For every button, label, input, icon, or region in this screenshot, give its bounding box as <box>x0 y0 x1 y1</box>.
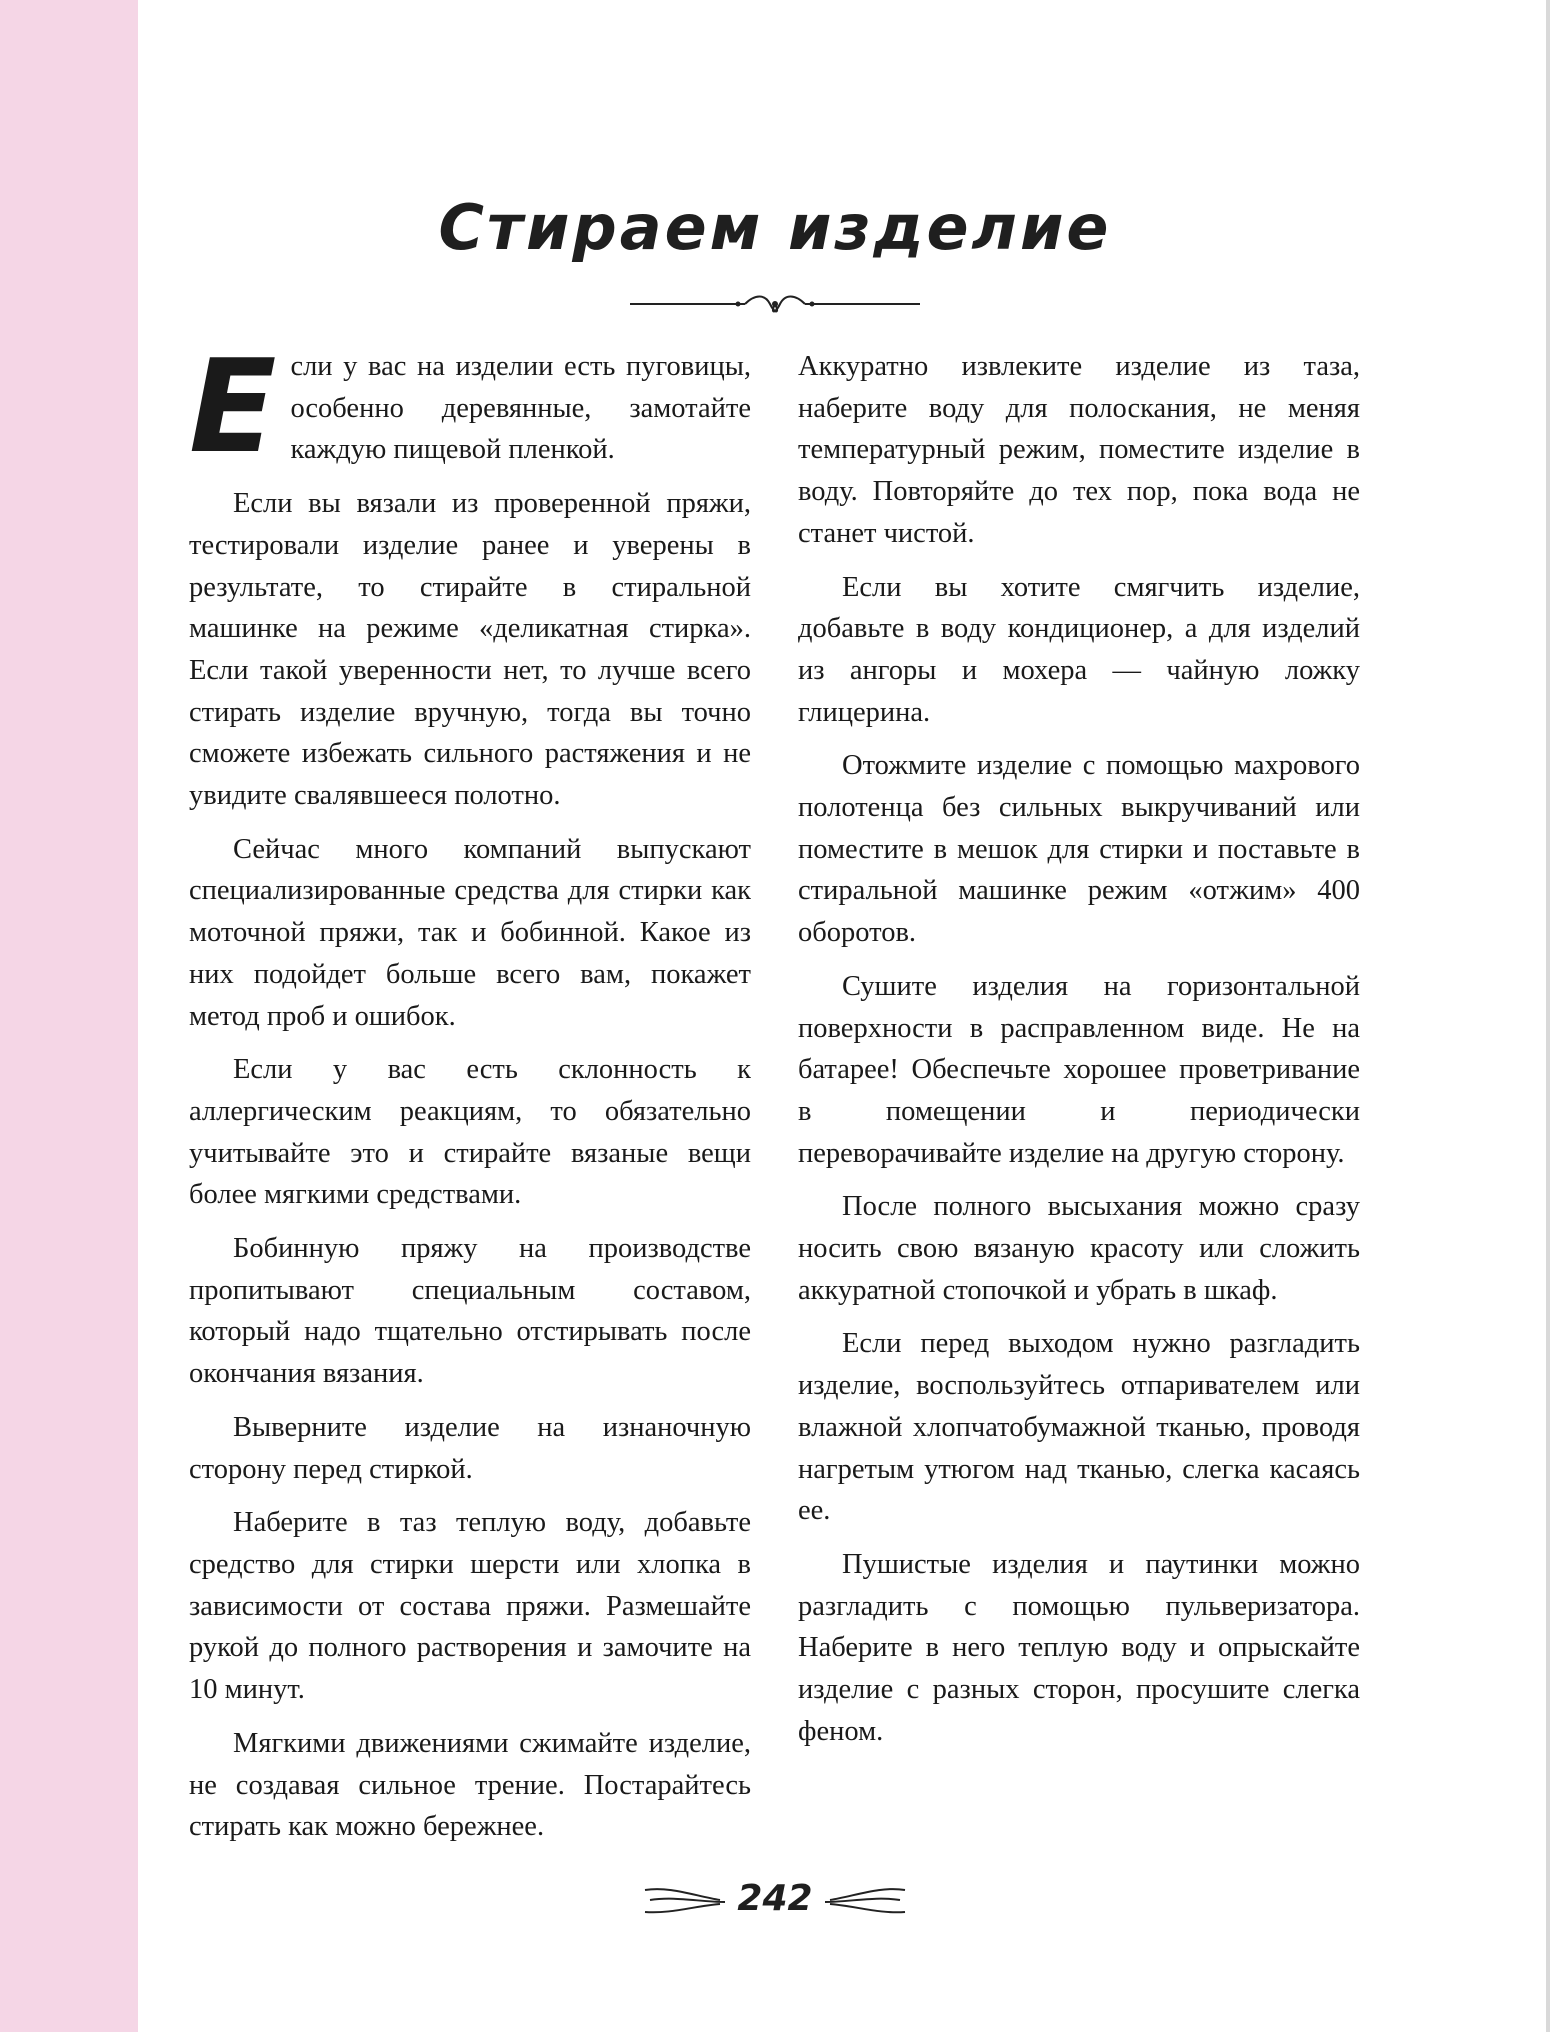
paragraph: Наберите в таз теплую воду, добавьте средство для стирки шерсти или хлопка в зависимости от состава пряжи. Размешайте рукой до полного растворения и замочите на 10 минут. <box>189 1507 751 1706</box>
drop-cap: Е <box>189 333 277 482</box>
paragraph: После полного высыхания можно сразу носить свою вязаную красоту или сложить аккуратной стопочкой и убрать в шкаф. <box>798 1191 1360 1306</box>
paragraph: Если вы вязали из проверенной пряжи, тестировали изделие ранее и уверены в результате, то стирайте в стиральной машинке на режиме «деликатная стирка». Если такой уверенности нет, то лучше всего стирать изделие вручную, тогда вы точно сможете избежать сильного растяжения и не увидите свалявшееся полотно. <box>189 488 751 812</box>
paragraph: Пушистые изделия и паутинки можно разгладить с помощью пульверизатора. Наберите в него теплую воду и опрыскайте изделие с разных сторон, просушите слегка феном. <box>798 1548 1360 1747</box>
paragraph: Отожмите изделие с помощью махрового полотенца без сильных выкручиваний или поместите в мешок для стирки и поставьте в стиральной машинке режим «отжим» 400 оборотов. <box>798 750 1360 949</box>
paragraph: Если у вас на изделии есть пуговицы, особенно деревянные, замотайте каждую пищевой пленкой. <box>189 333 751 482</box>
paragraph: Если вы хотите смягчить изделие, добавьте в воду кондиционер, а для изделий из ангоры и мохера — чайную ложку глицерина. <box>798 571 1360 728</box>
paragraph: Сейчас много компаний выпускают специализированные средства для стирки как моточной пряжи, так и бобинной. Какое из них подойдет больше всего вам, покажет метод проб и ошибок. <box>189 833 751 1032</box>
paragraph: Аккуратно извлеките изделие из таза, наберите воду для полоскания, не меняя температурный режим, поместите изделие в воду. Повторяйте до тех пор, пока вода не станет чистой. <box>798 351 1360 549</box>
paragraph: Выверните изделие на изнаночную сторону перед стиркой. <box>189 1411 751 1485</box>
left-text-column <box>189 333 751 1860</box>
paragraph: Мягкими движениями сжимайте изделие, не создавая сильное трение. Постарайтесь стирать как можно бережнее. <box>189 1727 751 1843</box>
page-edge <box>1546 0 1550 2032</box>
page-number: 242 <box>737 1878 813 1919</box>
page-footer <box>640 1876 910 1926</box>
paragraph: Бобинную пряжу на производстве пропитывают специальным составом, который надо тщательно отстирывать после окончания вязания. <box>189 1233 751 1390</box>
right-text-column <box>798 346 1360 1765</box>
right-flourish-icon <box>820 1882 910 1918</box>
page-title: Стираем изделие <box>438 191 1112 264</box>
paragraph: Сушите изделия на горизонтальной поверхности в расправленном виде. Не на батарее! Обеспечьте хорошее проветривание в помещении и периодически переворачивайте изделие на другую сторону. <box>798 970 1360 1169</box>
paragraph: Если перед выходом нужно разгладить изделие, воспользуйтесь отпаривателем или влажной хлопчатобумажной тканью, проводя нагретым утюгом над тканью, слегка касаясь ее. <box>798 1328 1360 1527</box>
side-color-strip <box>0 0 138 2032</box>
title-ornament <box>630 292 920 316</box>
paragraph: Если у вас есть склонность к аллергическим реакциям, то обязательно учитывайте это и стирайте вязаные вещи более мягкими средствами. <box>189 1054 751 1211</box>
